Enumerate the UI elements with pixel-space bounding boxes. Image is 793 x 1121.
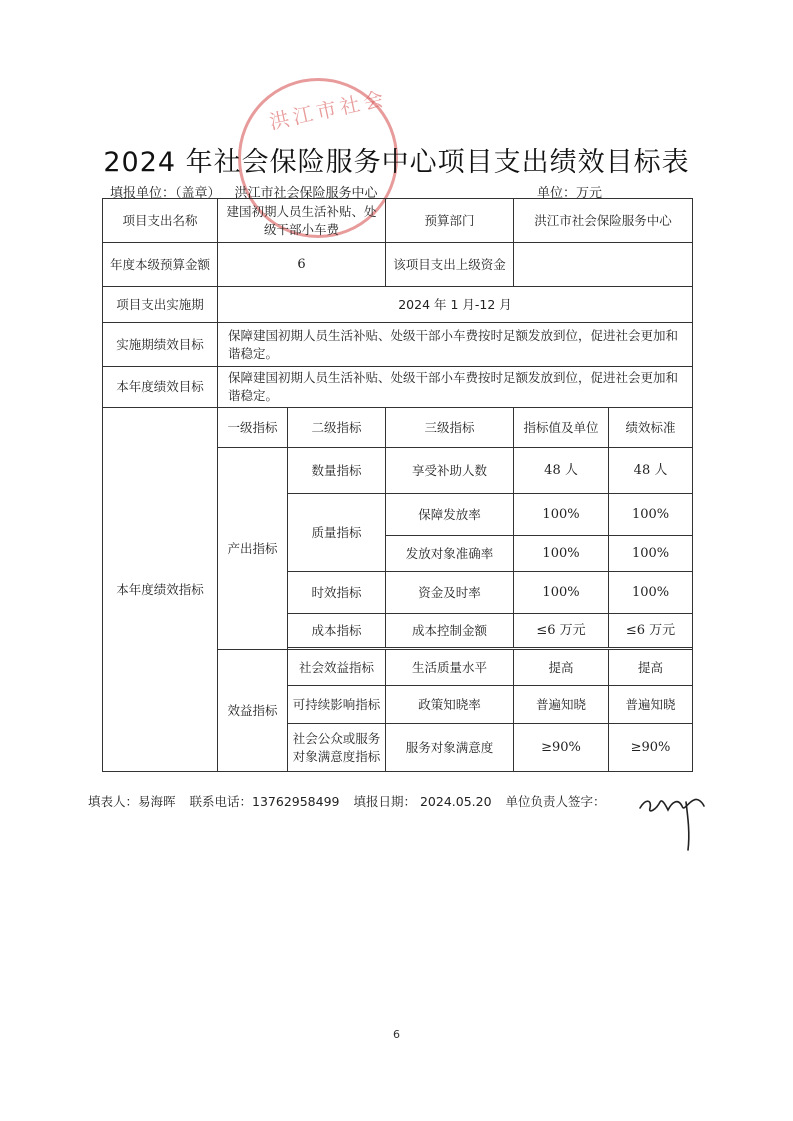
year-goal-value: 保障建国初期人员生活补贴、处级干部小车费按时足额发放到位，促进社会更加和谐稳定。 bbox=[218, 367, 693, 408]
fill-date: 填报日期： 2024.05.20 bbox=[353, 794, 492, 809]
social-level3: 生活质量水平 bbox=[386, 650, 514, 686]
table-row bbox=[103, 243, 693, 287]
page-number: 6 bbox=[393, 1028, 400, 1041]
fill-unit-name: 洪江市社会保险服务中心 bbox=[234, 186, 378, 201]
sustain-standard: 普遍知晓 bbox=[609, 686, 693, 724]
quality-level2: 质量指标 bbox=[288, 494, 386, 572]
handwritten-signature bbox=[638, 788, 708, 852]
page-title: 2024 年社会保险服务中心项目支出绩效目标表 bbox=[103, 147, 690, 178]
table-row bbox=[103, 408, 693, 448]
year-goal-label: 本年度绩效目标 bbox=[103, 367, 218, 408]
seal-text: 洪江市社会 bbox=[267, 85, 390, 135]
header-value-unit: 指标值及单位 bbox=[514, 408, 609, 448]
timeliness-level2: 时效指标 bbox=[288, 572, 386, 614]
quantity-standard: 48 人 bbox=[609, 448, 693, 494]
period-goal-label: 实施期绩效目标 bbox=[103, 323, 218, 367]
social-standard: 提高 bbox=[609, 650, 693, 686]
cost-level3: 成本控制金额 bbox=[386, 614, 514, 648]
signature-label: 单位负责人签字： bbox=[505, 794, 606, 809]
sustain-level3: 政策知晓率 bbox=[386, 686, 514, 724]
cost-level2: 成本指标 bbox=[288, 614, 386, 648]
budget-amount-label: 年度本级预算金额 bbox=[103, 243, 218, 287]
cost-standard: ≤6 万元 bbox=[609, 614, 693, 648]
period-value: 2024 年 1 月-12 月 bbox=[218, 287, 693, 323]
indicator-group-label: 本年度绩效指标 bbox=[103, 408, 218, 772]
sustain-level2: 可持续影响指标 bbox=[288, 686, 386, 724]
superior-funds-value bbox=[514, 243, 693, 287]
header-level2: 二级指标 bbox=[288, 408, 386, 448]
satisfaction-level2: 社会公众或服务对象满意度指标 bbox=[288, 724, 386, 772]
quantity-level2: 数量指标 bbox=[288, 448, 386, 494]
budget-amount-value: 6 bbox=[218, 243, 386, 287]
money-unit: 单位：万元 bbox=[537, 186, 603, 201]
timeliness-value: 100% bbox=[514, 572, 609, 614]
budget-dept-value: 洪江市社会保险服务中心 bbox=[514, 199, 693, 243]
quality-2-value: 100% bbox=[514, 536, 609, 572]
benefit-indicator-label: 效益指标 bbox=[218, 650, 288, 772]
footer bbox=[88, 792, 620, 810]
quality-2-level3: 发放对象准确率 bbox=[386, 536, 514, 572]
cost-value: ≤6 万元 bbox=[514, 614, 609, 648]
quality-1-standard: 100% bbox=[609, 494, 693, 536]
project-name-label: 项目支出名称 bbox=[103, 199, 218, 243]
period-goal-value: 保障建国初期人员生活补贴、处级干部小车费按时足额发放到位，促进社会更加和谐稳定。 bbox=[218, 323, 693, 367]
satisfaction-level3: 服务对象满意度 bbox=[386, 724, 514, 772]
performance-target-table bbox=[102, 198, 693, 772]
contact-phone: 联系电话：13762958499 bbox=[189, 794, 340, 809]
sustain-value: 普遍知晓 bbox=[514, 686, 609, 724]
header-level1: 一级指标 bbox=[218, 408, 288, 448]
header-level3: 三级指标 bbox=[386, 408, 514, 448]
superior-funds-label: 该项目支出上级资金 bbox=[386, 243, 514, 287]
quality-2-standard: 100% bbox=[609, 536, 693, 572]
quantity-value: 48 人 bbox=[514, 448, 609, 494]
budget-dept-label: 预算部门 bbox=[386, 199, 514, 243]
fill-unit-label: 填报单位：（盖章） bbox=[110, 186, 221, 201]
quantity-level3: 享受补助人数 bbox=[386, 448, 514, 494]
table-row bbox=[103, 367, 693, 408]
timeliness-level3: 资金及时率 bbox=[386, 572, 514, 614]
output-indicator-label: 产出指标 bbox=[218, 448, 288, 650]
project-name-value: 建国初期人员生活补贴、处级干部小车费 bbox=[218, 199, 386, 243]
filler-name: 填表人：易海晖 bbox=[88, 794, 176, 809]
header-standard: 绩效标准 bbox=[609, 408, 693, 448]
table-row bbox=[103, 323, 693, 367]
satisfaction-value: ≥90% bbox=[514, 724, 609, 772]
table-row bbox=[103, 199, 693, 243]
satisfaction-standard: ≥90% bbox=[609, 724, 693, 772]
table-row bbox=[103, 287, 693, 323]
social-value: 提高 bbox=[514, 650, 609, 686]
quality-1-value: 100% bbox=[514, 494, 609, 536]
social-level2: 社会效益指标 bbox=[288, 650, 386, 686]
quality-1-level3: 保障发放率 bbox=[386, 494, 514, 536]
period-label: 项目支出实施期 bbox=[103, 287, 218, 323]
timeliness-standard: 100% bbox=[609, 572, 693, 614]
